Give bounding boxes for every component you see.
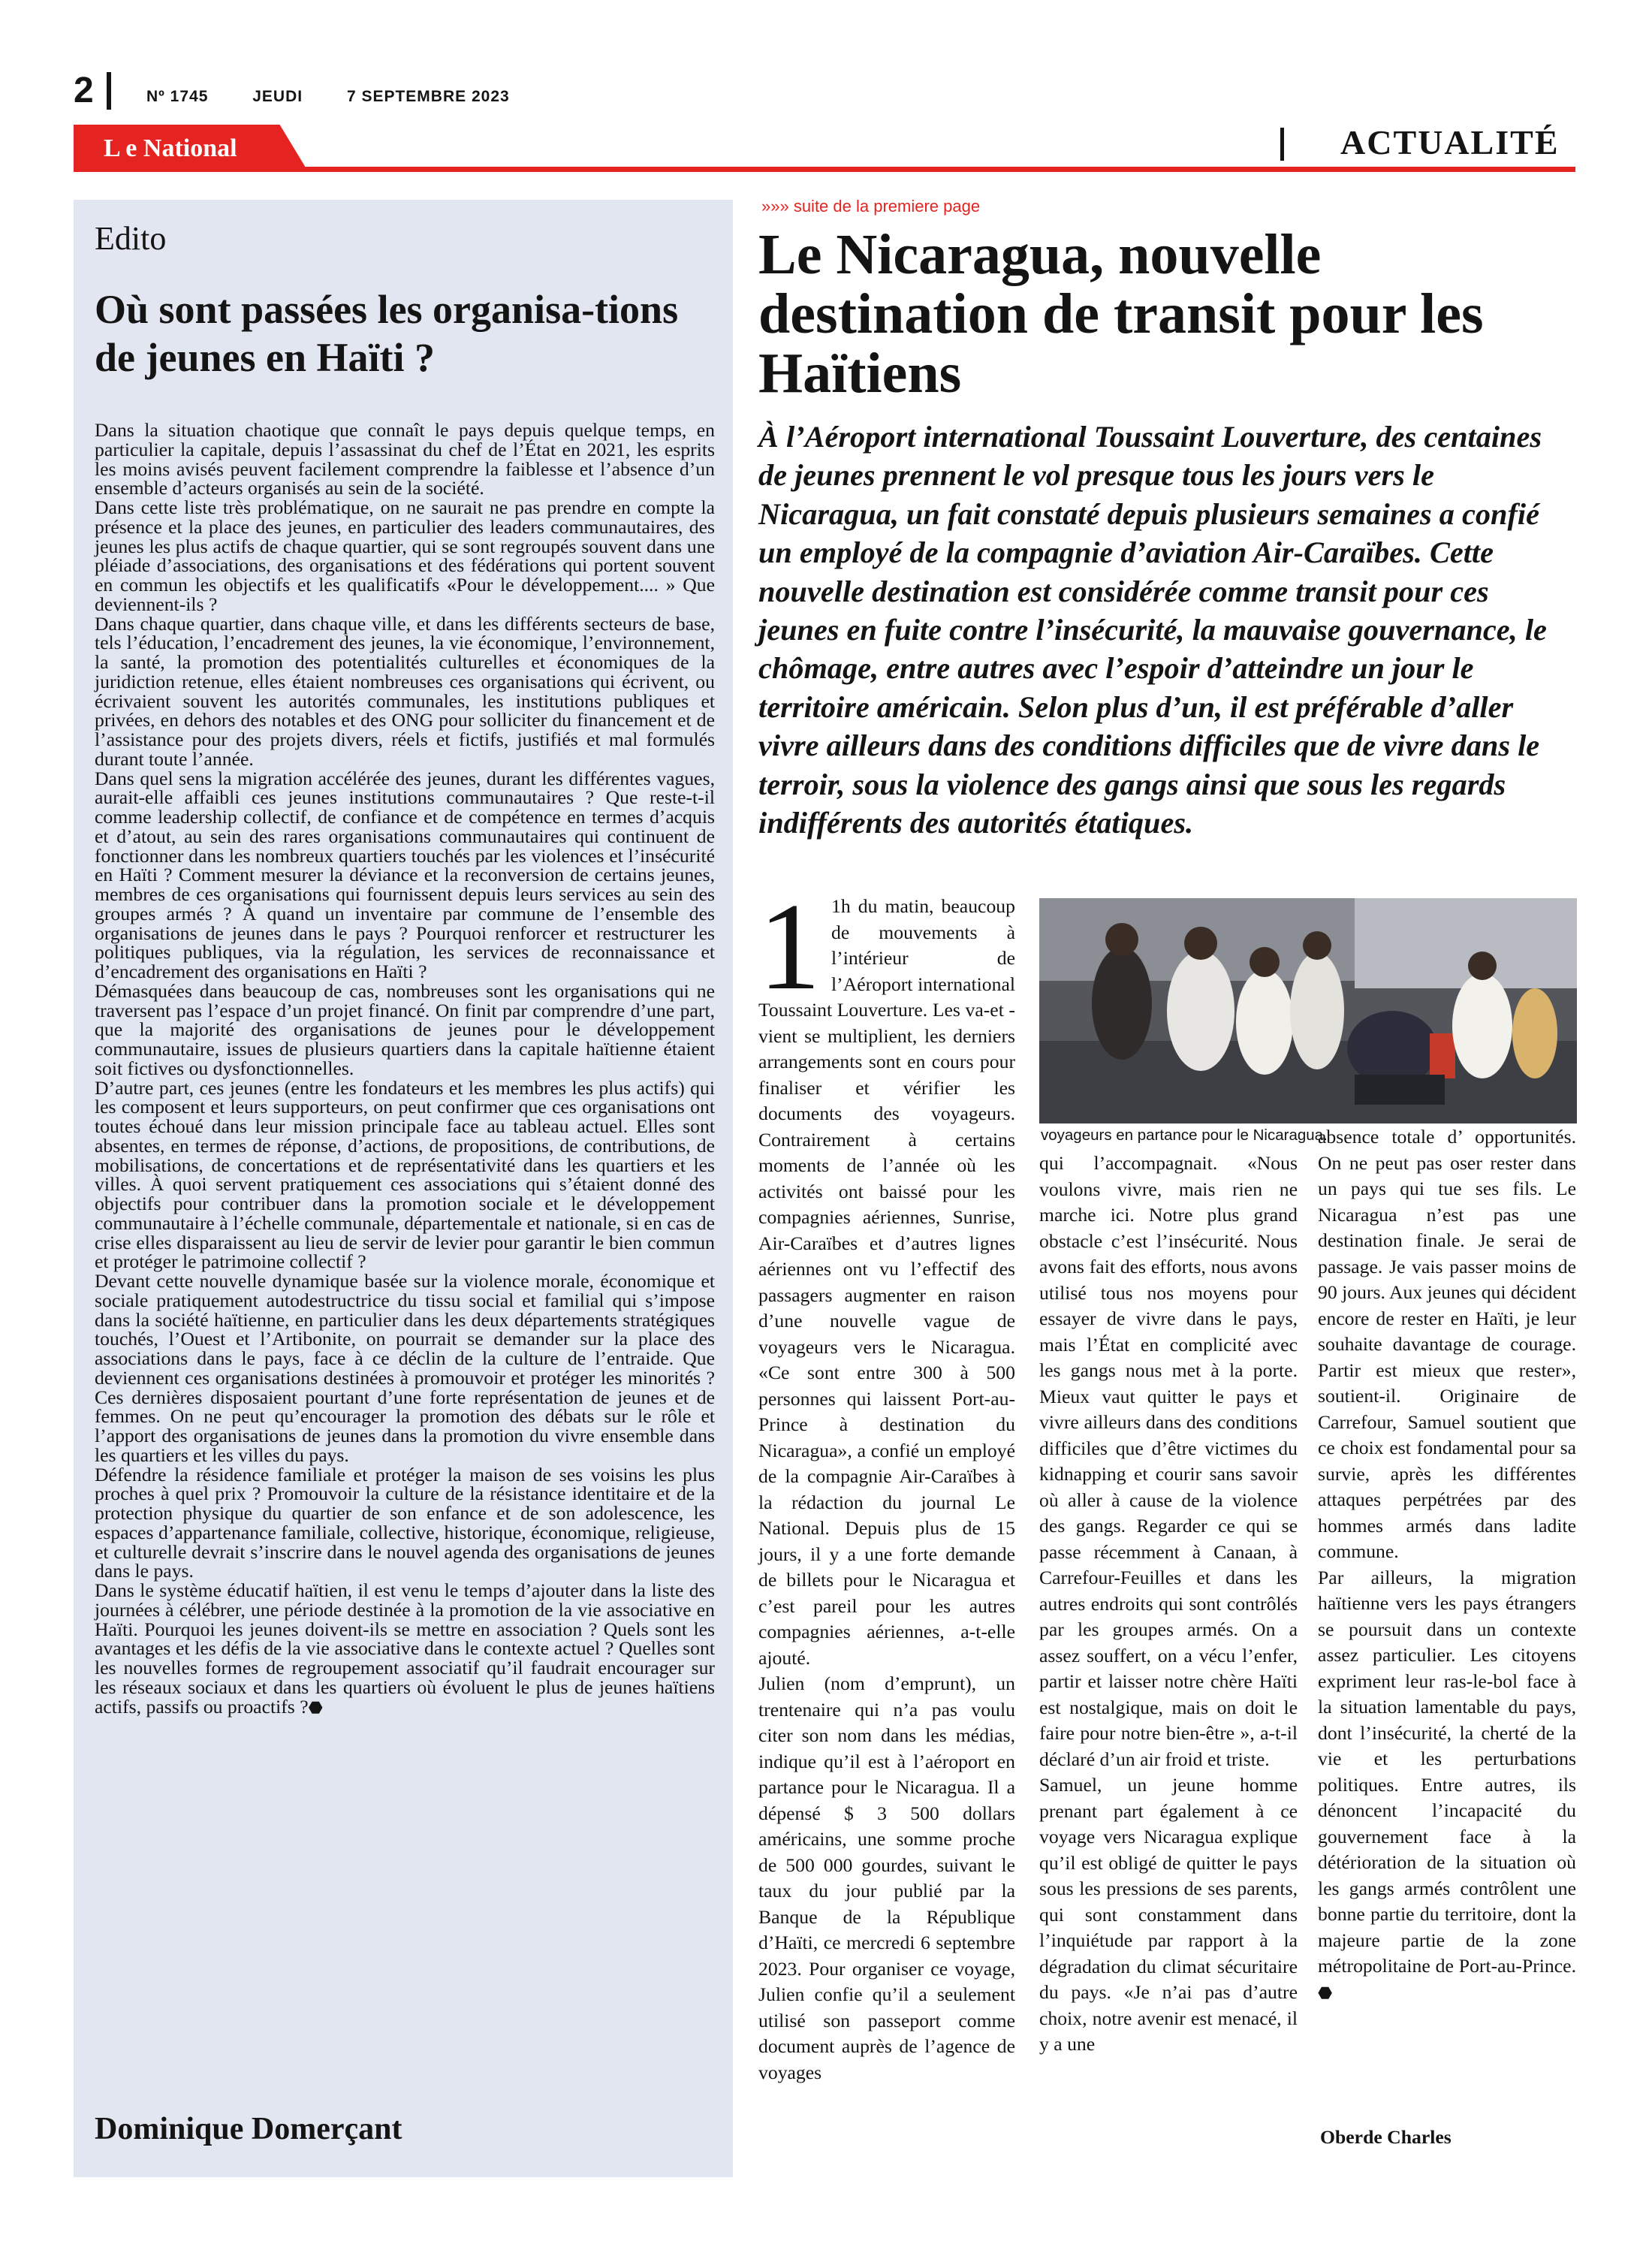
edito-body — [95, 421, 715, 1717]
article-column-3 — [1318, 1124, 1576, 2006]
article-column-2 — [1039, 1151, 1298, 2058]
issue-date: 7 SEPTEMBRE 2023 — [346, 88, 510, 105]
edito-title: Où sont passées les organisa-tions de jeunes en Haïti ? — [95, 287, 679, 380]
edito-paragraph-text: Dans le système éducatif haïtien, il est venu le temps d’ajouter dans la liste des journées à célébrer, une période destinée à la promotion de la vie associative en Haïti. Pourquoi les jeunes doivent-ils se mettre en association ? Quels sont les avantages et les défis de la vie associative dans le contexte actuel ? Quelles sont les nouvelles formes de regroupement associatif qu’il faudrait encourager sur les réseaux sociaux et dans les quartiers où évoluent le plus de jeunes haïtiens actifs, passifs ou proactifs ? — [95, 1579, 715, 1718]
edito-paragraph: Dans quel sens la migration accélérée des jeunes, durant les différentes vagues, aurait-elle affaibli ces jeunes institutions communautaires ? Que reste-t-il comme leadership collectif, de confiance et de compétence en termes d’acquis et d’atout, au sein des rares organisations communautaires qui continuent de fonctionner dans les nombreux quartiers touchés par les violences et l’insécurité en Haïti ? Comment mesurer la déviance et la reconversion de certains jeunes, membres de ces organisations qui fournissent depuis leurs services au sein des groupes armés ? À quand un inventaire par commune de l’ensemble des organisations de jeunes dans le pays ? Pourquoi renforcer et restructurer les politiques publiques, via la régulation, les services de reconnaissance et d’encadrement des organisations en Haïti ? — [95, 767, 715, 982]
issue-number: Nº 1745 — [146, 88, 209, 105]
article-paragraph: Samuel, un jeune homme prenant part également à ce voyage vers Nicaragua explique qu’il est obligé de quitter le pays sous les pressions de ses parents, qui sont constamment dans l’inquiétude par rapport à la dégradation du climat sécuritaire du pays. «Je n’ai pas d’autre choix, notre avenir est menacé, il y a une — [1039, 1774, 1298, 2055]
edito-paragraph-last — [95, 1581, 715, 1717]
article-author: Oberde Charles — [1320, 2126, 1452, 2148]
section-divider — [1280, 128, 1284, 161]
edito-author: Dominique Domerçant — [95, 2112, 402, 2146]
section-label: ACTUALITÉ — [1340, 123, 1560, 161]
article-paragraph-text: Par ailleurs, la migration haïtienne vers les pays étrangers se poursuit dans un contexte assez particulier. Les citoyens expriment leur ras-le-bol face à la situation lamentable du pays, dont l’insécurité, la cherté de la vie et les perturbations politiques. Entre autres, ils dénoncent l’incapacité du gouvernement face à la détérioration de la situation où les gangs armés contrôlent une bonne partie du territoire, dont la majeure partie de la zone métropolitaine de Port-au-Prince. — [1318, 1566, 1576, 1977]
travelers-photo-illustration — [1039, 898, 1577, 1123]
edito-paragraph: D’autre part, ces jeunes (entre les fondateurs et les membres les plus actifs) qui les composent et leurs supporteurs, on peut confirmer que ces organisations ont toutes échoué dans leur mission principale face au tableau actuel. Elles sont absentes, en termes de réponse, d’actions, de propositions, de contributions, de mobilisations, de concertations et de représentativité dans les quartiers et les villes. À quoi servent pratiquement ces associations qui s’étaient donné des objectifs pour contribuer dans la promotion sociale et le développement communautaire à l’échelle communale, départementale et nationale, si en cas de crise elles disparaissent au lieu de servir de levier pour garantir le bien commun et protéger le patrimoine collectif ? — [95, 1076, 715, 1273]
article-lead: À l’Aéroport international Toussaint Louverture, des centaines de jeunes prennent le vol presque tous les jours vers le Nicaragua, un fait constaté depuis plusieurs semaines a confié un employé de la compagnie d’aviation Air-Caraïbes. Cette nouvelle destination est considérée comme transit pour ces jeunes en fuite contre l’insécurité, la mauvaise gouvernance, le chômage, entre autres avec l’espoir d’atteindre un jour le territoire américain. Selon plus d’un, il est préférable d’aller vivre ailleurs dans des conditions difficiles que de vivre dans le terroir, sous la violence des gangs ainsi que sous les regards indifférents des autorités étatiques. — [758, 420, 1547, 840]
edito-paragraph: Dans cette liste très problématique, on ne saurait ne pas prendre en compte la présence et la place des jeunes, en particulier des leaders communautaires, des jeunes les plus actifs de chaque quartier, qui se sont regroupés souvent dans une pléiade d’associations, des organisations et des fédérations qui portent souvent en commun les objectifs et les qualificatifs «Pour le développement.... » Que deviennent-ils ? — [95, 496, 715, 615]
folio-divider — [107, 72, 111, 110]
edito-paragraph: Défendre la résidence familiale et protéger la maison de ses voisins les plus proches à quel prix ? Promouvoir la culture de la résistance identitaire et de la protection physique du quartier de son enfance et de son adolescence, les espaces d’appartenance familiale, collective, historique, économique, religieuse, et culturelle devrait s’inscrire dans le nouvel agenda des organisations de jeunes dans le pays. — [95, 1463, 715, 1582]
brand-logo: L e National — [104, 134, 237, 162]
article-paragraph: Julien (nom d’emprunt), un trentenaire qui n’a pas voulu citer son nom dans les médias, indique qu’il est à l’aéroport en partance pour le Nicaragua. Il a dépensé $ 3 500 dollars américains, une somme proche de 500 000 gourdes, suivant le taux du jour publié par la Banque de la République d’Haïti, ce mercredi 6 septembre 2023. Pour organiser ce voyage, Julien confie qu’il a seulement utilisé son passeport comme document auprès de l’agence de voyages — [758, 1672, 1015, 2083]
article-title: Le Nicaragua, nouvelle destination de transit pour les Haïtiens — [758, 223, 1484, 405]
edito-kicker: Edito — [95, 220, 167, 257]
edito-paragraph: Devant cette nouvelle dynamique basée sur la violence morale, économique et sociale pratiquement autodestructrice du tissu social et familial qui s’impose dans la société haïtienne, en particulier dans les deux départements stratégiques touchés, l’Ouest et l’Artibonite, on pourrait se demander sur la place des associations dans le pays, face à ce déclin de la culture de l’entraide. Que deviennent ces organisations destinées à promouvoir et protéger les minorités ? Ces dernières disposaient pourtant d’une forte représentation de jeunes et de femmes. On ne peut qu’encourager la promotion des débats sur le rôle et l’apport des organisations de jeunes dans la promotion du vivre ensemble dans les quartiers et les villes du pays. — [95, 1270, 715, 1466]
article-paragraph: 1h du matin, beaucoup de mouvements à l’intérieur de l’Aéroport international Toussaint Louverture. Les va-et -vient se multiplient, les derniers arrangements sont en cours pour finaliser et vérifier les documents des voyageurs. Contrairement à certains moments de l’année où les activités ont baissé pour les compagnies aériennes, Sunrise, Air-Caraïbes et d’autres lignes aériennes ont vu l’effectif des passagers augmenter en raison d’une nouvelle vague de voyageurs vers le Nicaragua. «Ce sont entre 300 à 500 personnes qui laissent Port-au-Prince à destination du Nicaragua», a confié un employé de la compagnie Air-Caraïbes à la rédaction du journal Le National. Depuis plus de 15 jours, il y a une forte demande de billets pour le Nicaragua et c’est pareil pour les autres compagnies aériennes, a-t-elle ajouté. — [758, 895, 1015, 1669]
photo-caption: voyageurs en partance pour le Nicaragua. — [1041, 1126, 1328, 1144]
article-column-1 — [758, 877, 1015, 2086]
continued-note: »»» suite de la premiere page — [761, 197, 981, 216]
edito-paragraph: Dans la situation chaotique que connaît le pays depuis quelque temps, en particulier la capitale, depuis l’assassinat du chef de l’État en 2021, les esprits les moins avisés peuvent facilement comprendre la faiblesse et l’absence d’un ensemble d’acteurs organisés au sein de la société. — [95, 419, 715, 499]
end-mark-icon: ⬣ — [1318, 1983, 1333, 2002]
article-paragraph-last — [1318, 1565, 1576, 2007]
article-paragraph: qui l’accompagnait. «Nous voulons vivre, mais rien ne marche ici. Notre plus grand obstacle c’est l’insécurité. Nous avons fait des efforts, nous avons utilisé tous nos moyens pour essayer de vivre dans le pays, mais l’État en complicité avec les gangs nous met à la porte. Mieux vaut quitter le pays et vivre ailleurs dans des conditions difficiles que d’être victimes du kidnapping et courir sans savoir où aller à cause de la violence des gangs. Regarder ce qui se passe récemment à Canaan, à Carrefour-Feuilles et dans les autres endroits qui sont contrôlés par les groupes armés. On a assez souffert, on a vécu l’enfer, partir et laisser notre chère Haïti est nostalgique, mais on doit le faire pour notre bien-être », a-t-il déclaré d’un air froid et triste. — [1039, 1152, 1298, 1770]
end-mark-icon: ⬣ — [308, 1697, 323, 1717]
drop-cap: 1 — [758, 877, 821, 1015]
article-photo — [1039, 898, 1577, 1123]
edito-paragraph: Démasquées dans beaucoup de cas, nombreuses sont les organisations qui ne traversent pas l’espace d’un projet financé. On finit par comprendre d’une part, que la majorité des organisations de jeunes pour le développement communautaire, issues de plusieurs quartiers dans la capitale haïtienne étaient soit fictives ou dysfonctionnelles. — [95, 979, 715, 1079]
article-paragraph: absence totale d’ opportunités. On ne peut pas oser rester dans un pays qui tue ses fils. Le Nicaragua n’est pas une destination finale. Je serai de passage. Je vais passer moins de 90 jours. Aux jeunes qui décident encore de rester en Haïti, je leur souhaite davantage de courage. Partir est mieux que rester», soutient-il. Originaire de Carrefour, Samuel soutient que ce choix est fondamental pour sa survie, après les différentes attaques perpétrées par des hommes armés dans ladite commune. — [1318, 1126, 1576, 1562]
page-number: 2 — [74, 71, 94, 110]
issue-weekday: JEUDI — [252, 88, 303, 105]
issue-meta — [146, 88, 549, 106]
edito-paragraph: Dans chaque quartier, dans chaque ville, et dans les différents secteurs de base, tels l’éducation, l’encadrement des jeunes, la vie économique, l’environnement, la santé, la promotion des potentialités culturelles et économiques de la juridiction retenue, elles étaient nombreuses ces organisations qui écrivent, ou écrivaient souvent les autorités communales, les institutions publiques et privées, en dehors des notables et des ONG pour solliciter du financement et de l’assistance pour des projets divers, réels et fictifs, justifiés et mal formulés durant toute l’année. — [95, 612, 715, 770]
